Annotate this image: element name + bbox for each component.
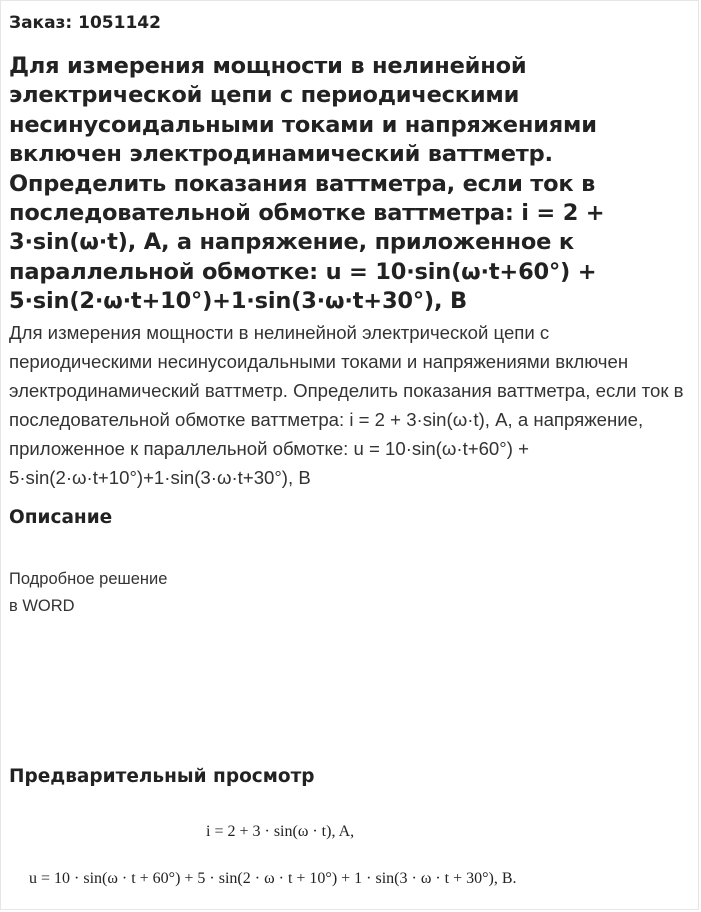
preview-formula-current: i = 2 + 3 · sin(ω · t), A, <box>206 823 355 840</box>
solution-details <box>9 566 167 620</box>
description-heading: Описание <box>9 507 113 528</box>
preview-formula-voltage: u = 10 · sin(ω · t + 60°) + 5 · sin(2 · ω · t + 10°) + 1 · sin(3 · ω · t + 30°), B. <box>29 870 517 887</box>
preview-heading: Предварительный просмотр <box>9 766 315 787</box>
problem-title: Для измерения мощности в нелинейной электрической цепи с периодическими несинусоидальными токами и напряжениями включен электродинамический ваттметр. Определить показания ваттметра, если ток в последовательной обмотке ваттметра: i = 2 + 3·sin(ω·t), А, а напряжение, приложенное к параллельной обмотке: u = 10·sin(ω·t+60°) + 5·sin(2·ω·t+10°)+1·sin(3·ω·t+30°), В <box>9 53 605 315</box>
detail-line-2: в WORD <box>9 597 75 615</box>
detail-line-1: Подробное решение <box>9 570 168 588</box>
problem-description: Для измерения мощности в нелинейной электрической цепи с периодическими несинусоидальными токами и напряжениями включен электродинамический ваттметр. Определить показания ваттметра, если ток в последовательной обмотке ваттметра: i = 2 + 3·sin(ω·t), А, а напряжение, приложенное к параллельной обмотке: u = 10·sin(ω·t+60°) + 5·sin(2·ω·t+10°)+1·sin(3·ω·t+30°), В <box>9 322 684 488</box>
order-number: Заказ: 1051142 <box>9 13 161 33</box>
